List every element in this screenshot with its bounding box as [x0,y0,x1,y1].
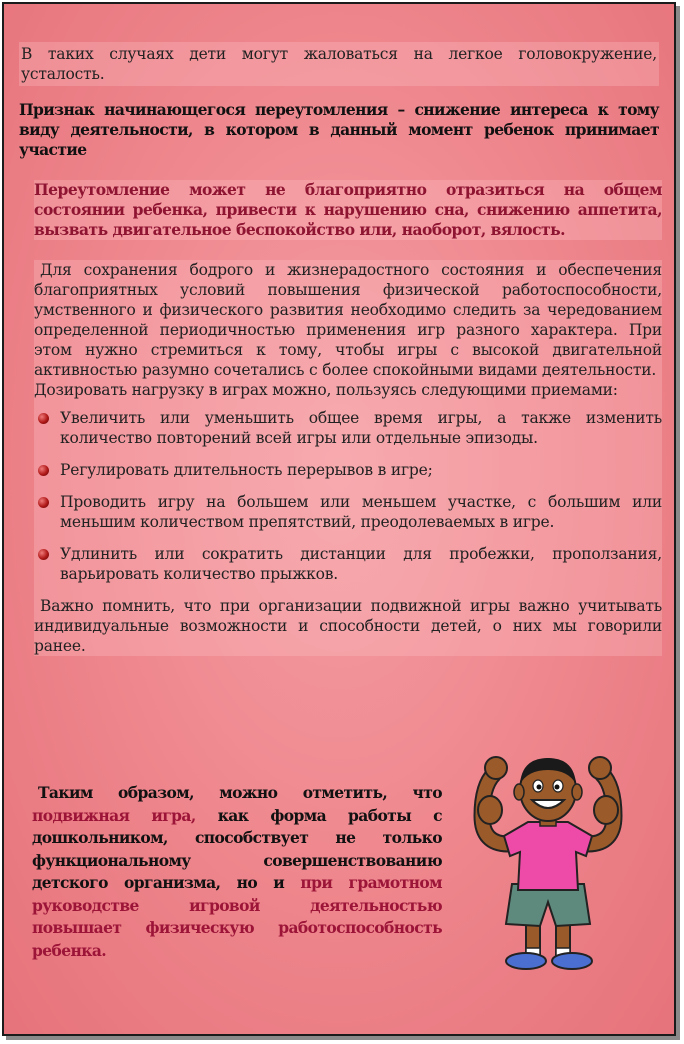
bullet-icon [38,549,49,560]
bullet-icon [38,497,49,508]
closing-paragraph: Важно помнить, что при организации подвижной игры важно учитывать индивидуальные возможности и способности детей, о них мы говорили ранее. [34,597,662,655]
list-item-text: Регулировать длительность перерывов в игре; [60,461,433,479]
main-text-block [34,260,662,656]
summary-part-1: Таким образом, можно отметить, что [38,783,442,802]
paragraph-1: Для сохранения бодрого и жизнерадостного состояния и обеспечения благоприятных условий повышения физической работоспособности, умственного и физического развития необходимо следить за чередованием определенной периодичностью применения игр разного характера. При этом нужно стремиться к тому, чтобы игры с высокой двигательной активностью разумно сочетались с более спокойными видами деятельности. [34,261,662,379]
list-item [34,492,662,532]
page-frame [2,2,676,1036]
intro-text: В таких случаях дети могут жаловаться на легкое головокружение, усталость. [19,42,659,86]
list-item-text: Увеличить или уменьшить общее время игры, а также изменить количество повторений всей игры или отдельные эпизоды. [60,409,662,447]
list-item [34,460,662,480]
bullet-icon [38,413,49,424]
summary-part-3: как форма работы с дошкольником, способствует не только функциональному совершенствованию детского организма, но и [32,805,442,892]
list-item-text: Проводить игру на большем или меньшем участке, с большим или меньшим количеством препятствий, преодолеваемых в игре. [60,493,662,531]
methods-list [34,408,662,584]
summary-text [32,782,442,962]
summary-highlight-1: подвижная игра, [32,805,196,825]
summary-highlight-2: при грамотном руководстве игровой деятельностью повышает физическую работоспособность ребенка. [32,873,442,960]
list-item-text: Удлинить или сократить дистанции для пробежки, проползания, варьировать количество прыжков. [60,545,662,583]
paragraph-2: Дозировать нагрузку в играх можно, пользуясь следующими приемами: [34,381,618,399]
warning-text: Переутомление может не благоприятно отразиться на общем состоянии ребенка, привести к нарушению сна, снижению аппетита, вызвать двигательное беспокойство или, наоборот, вялость. [34,180,662,239]
page-heading: Признак начинающегося переутомления – снижение интереса к тому виду деятельности, в котором в данный момент ребенок принимает участие [19,100,659,159]
strong-boy-illustration [460,752,636,974]
list-item [34,544,662,584]
list-item [34,408,662,448]
bullet-icon [38,465,49,476]
